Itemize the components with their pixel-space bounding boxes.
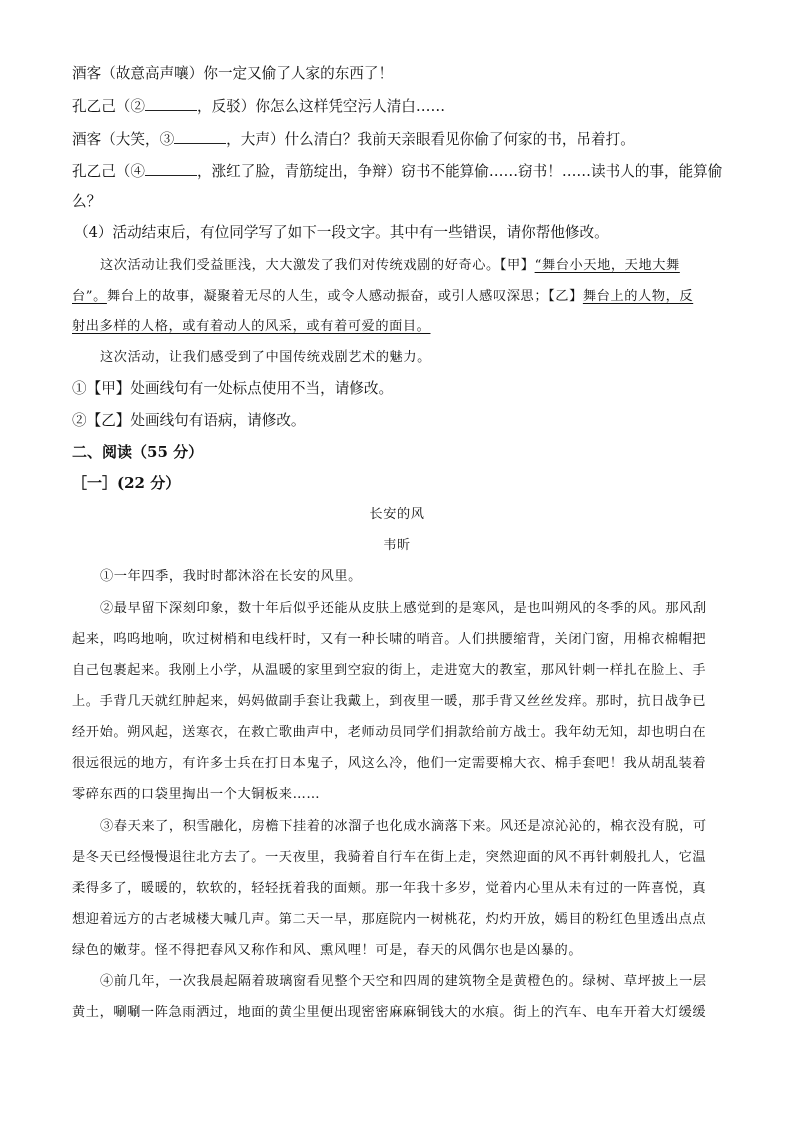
article-paragraph-2-line: 零碎东西的口袋里掏出一个大铜板来…… — [72, 787, 321, 802]
article-author: 韦昕 — [383, 538, 411, 553]
answer-blank-3[interactable] — [174, 129, 226, 144]
article-paragraph-3-line: 是冬天已经慢慢退往北方去了。一天夜里，我骑着自行车在街上走，突然迎面的风不再针刺般扎人，它温 — [72, 850, 707, 865]
drama-line-3-start: 酒客（大笑，③ — [72, 131, 175, 148]
article-paragraph-2-line: 很远很远的地方，有许多士兵在打日本鬼子，风这么冷，他们一定需要棉大衣、棉手套吧！我从胡乱装着 — [72, 756, 707, 771]
underlined-sentence-yi: 舞台上的人物，反 — [582, 289, 694, 304]
article-paragraph-2-line: ②最早留下深刻印象，数十年后似乎还能从皮肤上感觉到的是寒风，是也叫朔风的冬季的风。那风刮 — [100, 601, 707, 616]
drama-line-4-start: 孔乙己（④ — [72, 163, 145, 180]
article-paragraph-2-line: 起来，呜呜地响，吹过树梢和电线杆时，又有一种长啸的哨音。人们拱腰缩背，关闭门窗，用棉衣棉帽把 — [72, 632, 707, 647]
section-heading: 二、阅读（55 分） — [72, 443, 204, 461]
question-4-sub-2: ②【乙】处画线句有语病，请修改。 — [72, 412, 306, 429]
article-paragraph-3-line: 绿色的嫩芽。怪不得把春风又称作和风、熏风哩！可是，春天的风偶尔也是凶暴的。 — [72, 943, 583, 958]
article-paragraph-3-line: ③春天来了，积雪融化，房檐下挂着的冰溜子也化成水滴落下来。风还是凉沁沁的，棉衣没有脱，可 — [100, 819, 707, 834]
part-heading: ［一］(22 分） — [72, 474, 181, 492]
passage-line-3 — [72, 317, 430, 337]
underlined-sentence-jia: “舞台小天地，天地大舞 — [534, 258, 680, 273]
underlined-sentence-yi-end: 射出多样的人格，或有着动人的风采，或有着可爱的面目。 — [72, 319, 431, 334]
drama-line-2 — [72, 96, 445, 117]
drama-line-3 — [72, 129, 635, 150]
passage-text: 舞台上的故事，凝聚着无尽的人生，或令人感动振奋，或引人感叹深思；【乙】 — [106, 289, 583, 304]
article-paragraph-4-line: ④前几年，一次我晨起隔着玻璃窗看见整个天空和四周的建筑物全是黄橙色的。绿树、草坪披上一层 — [100, 974, 707, 989]
article-title: 长安的风 — [369, 507, 425, 522]
article-paragraph-4-line: 黄土，唰唰一阵急雨洒过，地面的黄尘里便出现密密麻麻铜钱大的水痕。街上的汽车、电车开着大灯缓缓 — [72, 1005, 707, 1020]
article-paragraph-3-line: 想迎着远方的古老城楼大喊几声。第二天一早，那庭院内一树桃花，灼灼开放，嫣目的粉红色里透出点点 — [72, 912, 707, 927]
underlined-sentence-jia-end: 台”。 — [72, 289, 107, 304]
answer-blank-2[interactable] — [145, 96, 197, 111]
drama-line-3-end: ，大声）什么清白？我前天亲眼看见你偷了何家的书，吊着打。 — [226, 131, 635, 148]
article-paragraph-2-line: 经开始。朔风起，送寒衣，在救亡歌曲声中，老师动员同学们捐款给前方战士。我年幼无知，却也明白在 — [72, 725, 707, 740]
drama-line-2-end: ，反驳）你怎么这样凭空污人清白…… — [196, 98, 446, 115]
passage-line-2 — [72, 287, 693, 307]
drama-line-4-continued: 么？ — [72, 193, 102, 210]
drama-line-2-start: 孔乙己（② — [72, 98, 145, 115]
article-paragraph-2-line: 上。手背几天就红肿起来，妈妈做副手套让我戴上，到夜里一暖，那手背又丝丝发痒。那时，抗日战争已 — [72, 694, 707, 709]
passage-text: 这次活动让我们受益匪浅，大大激发了我们对传统戏剧的好奇心。【甲】 — [100, 258, 535, 273]
question-4-intro: （4）活动结束后，有位同学写了如下一段文字。其中有一些错误，请你帮他修改。 — [74, 224, 609, 241]
drama-line-4-end: ，涨红了脸，青筋绽出，争辩）窃书不能算偷……窃书！……读书人的事，能算偷 — [196, 163, 723, 180]
passage-line-1 — [100, 256, 680, 276]
answer-blank-4[interactable] — [145, 161, 197, 176]
question-4-sub-1: ①【甲】处画线句有一处标点使用不当，请修改。 — [72, 380, 394, 397]
drama-line-4 — [72, 161, 722, 182]
passage-line-4: 这次活动，让我们感受到了中国传统戏剧艺术的魅力。 — [100, 350, 431, 365]
article-paragraph-2-line: 自己包裹起来。我刚上小学，从温暖的家里到空寂的街上，走进宽大的教室，那风针刺一样扎在脸上、手 — [72, 663, 707, 678]
drama-line-1: 酒客（故意高声嚷）你一定又偷了人家的东西了！ — [72, 65, 394, 82]
article-paragraph-1: ①一年四季，我时时都沐浴在长安的风里。 — [100, 569, 362, 584]
article-paragraph-3-line: 柔得多了，暖暖的，软软的，轻轻抚着我的面颊。那一年我十多岁，觉着内心里从未有过的一阵喜悦，真 — [72, 881, 707, 896]
